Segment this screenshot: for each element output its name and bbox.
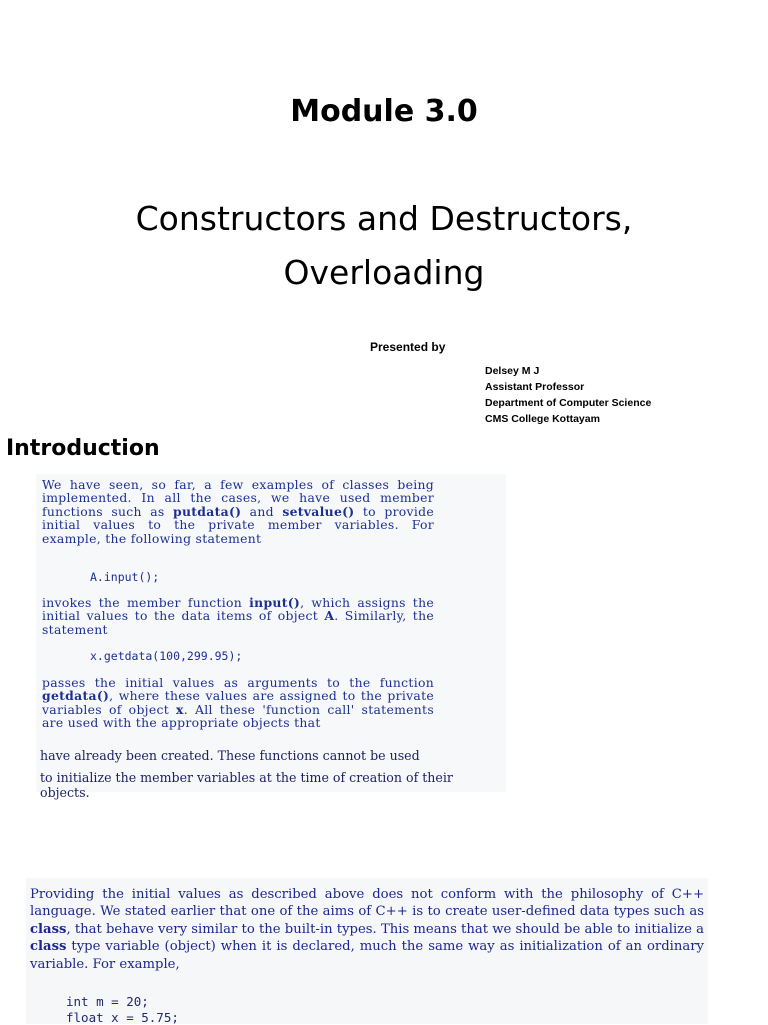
text-run: . All these 'function call' statements are used with the appropriate objects that: [42, 701, 434, 731]
text-run: type variable (object) when it is declared, much the same way as initialization of an ordinary variable. For example,: [30, 939, 704, 972]
scanned-text-excerpt-1: [36, 474, 506, 800]
inline-code-bold: getdata(): [42, 688, 110, 704]
slide-title-line-1: Constructors and Destructors,: [135, 199, 633, 238]
text-run: We have seen, so far, a few examples of classes being implemented. In all the cases, we have used member functions such as: [42, 477, 434, 519]
slide-title-line-2: Overloading: [283, 253, 485, 292]
scan2-paragraph: [30, 886, 704, 973]
scan1-paragraph-1: [42, 478, 434, 545]
section-heading: Introduction: [6, 436, 160, 461]
scan1-tail-line-1: have already been created. These functions cannot be used: [40, 748, 420, 763]
scan1-code-line-1: A.input();: [90, 570, 160, 584]
scanned-text-excerpt-2: [26, 878, 708, 1024]
text-run: passes the initial values as arguments to the function: [42, 675, 434, 690]
text-run: and: [241, 503, 283, 519]
presenter-block: [485, 363, 651, 427]
inline-code-bold: input(): [249, 595, 301, 610]
scan1-code-line-2: x.getdata(100,299.95);: [90, 649, 243, 663]
text-run: , where these values are assigned to the private variables of object: [42, 688, 434, 717]
inline-code-bold: putdata(): [173, 503, 242, 519]
text-run: , that behave very similar to the built-in types. This means that we should be able to initialize a: [66, 921, 704, 937]
inline-code-bold: A: [324, 608, 335, 624]
text-run: , which assigns the initial values to the data items of object: [42, 595, 434, 624]
text-run: Providing the initial values as described above does not conform with the philosophy of C++ language. We stated earlier that one of the aims of C++ is to create user-defined data types such as: [30, 887, 704, 920]
text-run: to provide initial values to the private member variables. For example, the following statement: [42, 503, 434, 546]
scan2-code-line-1: int m = 20;: [66, 994, 149, 1009]
presenter-college: CMS College Kottayam: [485, 413, 600, 425]
text-run: invokes the member function: [42, 595, 250, 610]
slide-title: [0, 192, 768, 300]
presented-by-label: Presented by: [370, 340, 446, 354]
presenter-role: Assistant Professor: [485, 381, 585, 393]
inline-code-bold: setvalue(): [282, 503, 355, 519]
presenter-name: Delsey M J: [485, 365, 540, 377]
scan2-code-line-2: float x = 5.75;: [66, 1010, 179, 1025]
scan1-paragraph-2: [42, 596, 434, 636]
inline-keyword-bold: class: [30, 921, 67, 937]
text-run: . Similarly, the statement: [42, 608, 434, 637]
inline-keyword-bold: class: [30, 939, 67, 955]
presenter-department: Department of Computer Science: [485, 397, 652, 409]
inline-code-bold: x: [176, 701, 184, 717]
scan1-tail-line-2: to initialize the member variables at the time of creation of their objects.: [40, 770, 453, 800]
module-title: Module 3.0: [290, 94, 478, 129]
scan1-paragraph-3: [42, 676, 434, 730]
